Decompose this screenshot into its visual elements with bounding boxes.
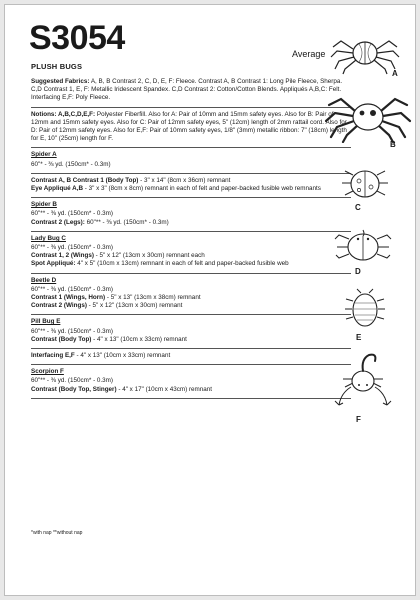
pattern-sheet [4,4,416,596]
view-label-d: D [355,267,361,276]
section-beetle-d: Beetle D 60"** - ⅜ yd. (150cm* - 0.3m) Contrast 1 (Wings, Horn) - 5" x 13" (13cm x 38cm) remnant Contrast 2 (Wings) - 5" x 12" (13cm x 30cm) remnant [31,274,351,315]
view-label-e: E [356,333,362,342]
scorpion-icon [333,349,395,413]
difficulty-label: Average [292,49,326,59]
fabrics-block [31,75,351,107]
section-scorpion-f: Scorpion F 60"** - ⅜ yd. (150cm* - 0.3m) Contrast (Body Top, Stinger) - 4" x 17" (10cm x 43cm) remnant [31,365,351,398]
pattern-title: PLUSH BUGS [31,62,83,71]
section-heading: Scorpion F [31,368,64,376]
fabrics-label: Suggested Fabrics: [31,78,90,85]
pillbug-icon [341,287,389,331]
spider-large-icon [323,91,413,143]
section-spider-a-contrast: Contrast A, B Contrast 1 (Body Top) - 3" x 14" (8cm x 36cm) remnant Eye Appliqué A,B - 3" x 3" (8cm x 8cm) remnant in each of felt and paper-backed fusible web remnants [31,176,321,193]
section-heading: Spider B [31,201,57,209]
divider [31,398,351,399]
notions-text: Polyester Fiberfill. Also for A: Pair of 10mm and 15mm safety eyes. Also for B: Pair of 12mm and 15mm safety eyes. Also for C: Pair of 12mm safety eyes, 5" (12cm) length of 2mm rattail cord. Also for D: Pair of 12mm safety eyes. Also for E,F: Pair of 10mm safety eyes, 1/8" (3mm) metallic ribbon: 7" (18cm) length for E, 10" (25cm) length for F. [31,110,347,143]
section-heading: Spider A [31,151,57,159]
section-interfacing: Interfacing E,F - 4" x 13" (10cm x 33cm) remnant [31,352,171,360]
view-label-a: A [392,69,398,78]
ladybug-icon [337,165,393,201]
notions-block [31,108,351,148]
footnote: *with nap **without nap [31,530,83,536]
fabrics-text: A, B, B Contrast 2, C, D, E, F: Fleece. Contrast A, B Contrast 1: Long Pile Fleece, Sherpa. C,D Contrast 1, E, F: Metallic Iridescent Spandex. C,D Contrast 2: Cotton/Cotton Blends. Appliqués A,B,C: Felt. Interfacing E,F: Poly Fleece. [31,78,343,102]
section-spider-b: Spider B 60"** - ⅜ yd. (150cm* - 0.3m) Contrast 2 (Legs): 60"** - ⅜ yd. (150cm* - 0.3m) [31,198,351,231]
section-ladybug-c: Lady Bug C 60"** - ⅜ yd. (150cm* - 0.3m) Contrast 1, 2 (Wings) - 5" x 12" (13cm x 30cm) remnant each Spot Appliqué: 4" x 5" (10cm x 13cm) remnant in each of felt and paper-backed fusible web [31,232,351,273]
section-heading: Beetle D [31,276,57,284]
view-illustrations [323,33,413,424]
view-label-f: F [356,415,361,424]
section-spider-a [31,148,351,172]
section-heading: Pill Bug E [31,318,61,326]
notions-label: Notions: A,B,C,D,E,F: [31,110,96,118]
yardage-line: 60"* - ⅜ yd. (150cm* - 0.3m) [31,160,111,168]
section-heading: Lady Bug C [31,234,66,242]
spider-icon [329,33,401,75]
requirements-list [31,75,351,399]
pattern-number: S3054 [29,19,125,57]
view-label-b: B [390,140,396,149]
section-pillbug-e: Pill Bug E 60"** - ⅜ yd. (150cm* - 0.3m) Contrast (Body Top) - 4" x 13" (10cm x 33cm) remnant [31,315,351,348]
view-label-c: C [355,203,361,212]
beetle-icon [331,225,395,265]
